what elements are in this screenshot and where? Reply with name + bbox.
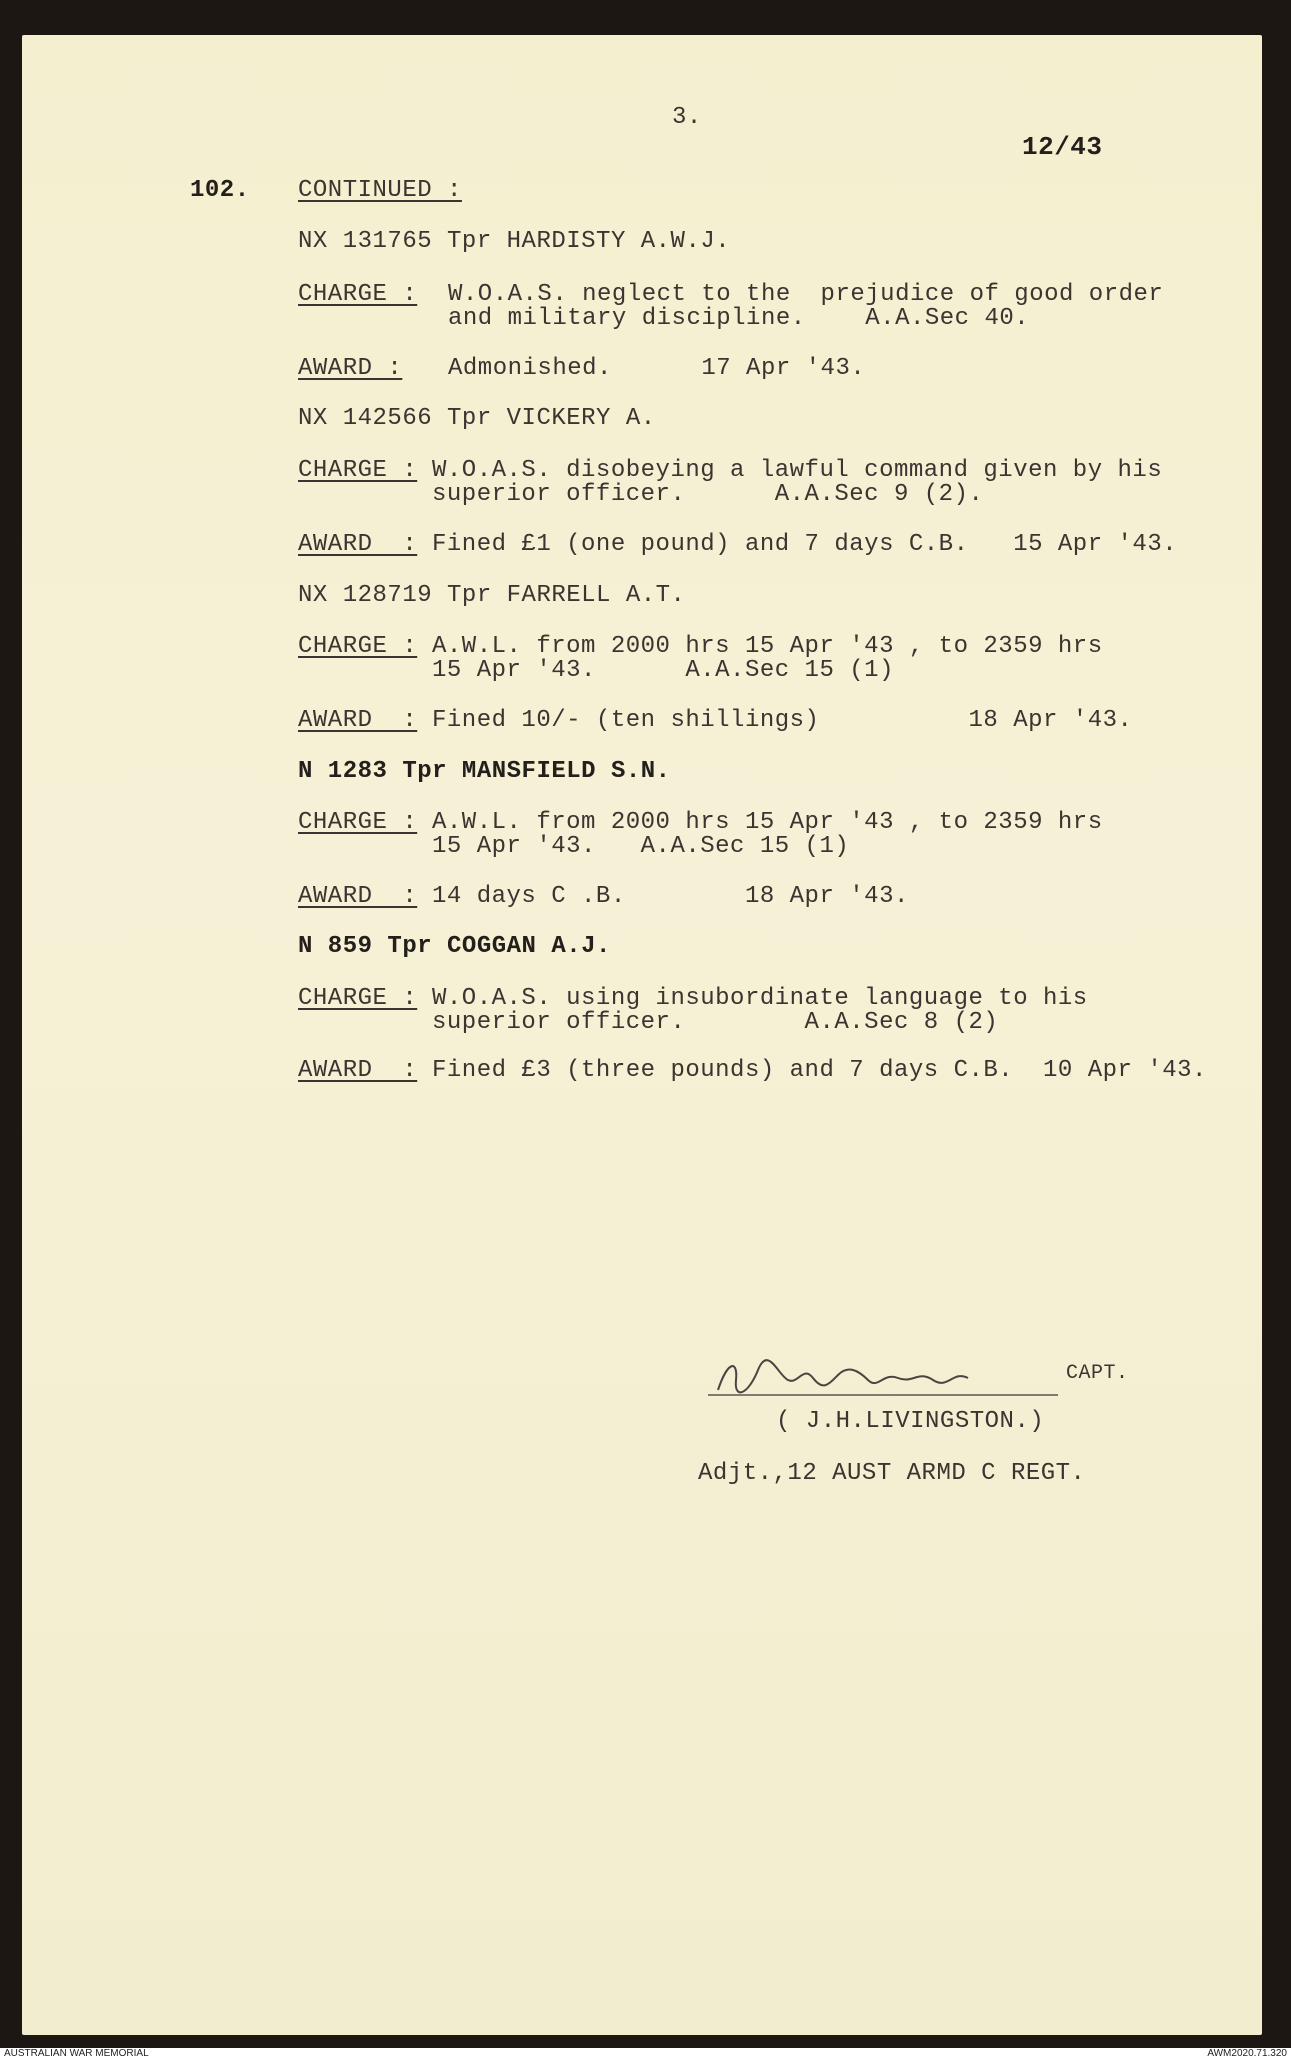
award-text: Fined £3 (three pounds) and 7 days C.B. 10 Apr '43.	[432, 1057, 1207, 1084]
soldier-line: NX 142566 Tpr VICKERY A.	[298, 405, 656, 432]
charge-label: CHARGE :	[298, 809, 418, 836]
continued-heading: CONTINUED :	[298, 177, 462, 204]
soldier-line: N 859 Tpr COGGAN A.J.	[298, 933, 611, 960]
award-label: AWARD :	[298, 1057, 418, 1084]
charge-text: and military discipline. A.A.Sec 40.	[448, 305, 1030, 332]
handwritten-signature	[708, 1350, 1058, 1400]
soldier-line: N 1283 Tpr MANSFIELD S.N.	[298, 758, 671, 785]
award-text: Admonished. 17 Apr '43.	[448, 355, 866, 382]
charge-text: 15 Apr '43. A.A.Sec 15 (1)	[432, 833, 850, 860]
charge-label: CHARGE :	[298, 985, 418, 1012]
footer-source: AUSTRALIAN WAR MEMORIAL	[4, 2048, 149, 2059]
item-number: 102.	[190, 177, 250, 204]
charge-label: CHARGE :	[298, 281, 418, 308]
soldier-line: NX 128719 Tpr FARRELL A.T.	[298, 582, 686, 609]
page-number: 3.	[672, 104, 702, 131]
signature-rank: CAPT.	[1066, 1362, 1129, 1385]
signatory-name: ( J.H.LIVINGSTON.)	[776, 1408, 1045, 1435]
charge-label: CHARGE :	[298, 457, 418, 484]
charge-text: W.O.A.S. disobeying a lawful command given by his	[432, 457, 1163, 484]
reference-number: 12/43	[1022, 132, 1103, 162]
charge-text: superior officer. A.A.Sec 9 (2).	[432, 481, 984, 508]
charge-text: superior officer. A.A.Sec 8 (2)	[432, 1009, 999, 1036]
award-text: 14 days C .B. 18 Apr '43.	[432, 883, 909, 910]
award-text: Fined 10/- (ten shillings) 18 Apr '43.	[432, 707, 1133, 734]
footer-accession: AWM2020.71.320	[1207, 2048, 1287, 2059]
charge-text: W.O.A.S. using insubordinate language to his	[432, 985, 1088, 1012]
award-label: AWARD :	[298, 707, 418, 734]
award-text: Fined £1 (one pound) and 7 days C.B. 15 Apr '43.	[432, 531, 1178, 558]
charge-text: A.W.L. from 2000 hrs 15 Apr '43 , to 2359 hrs	[432, 633, 1103, 660]
award-label: AWARD :	[298, 531, 418, 558]
archive-footer	[0, 2048, 1291, 2061]
soldier-line: NX 131765 Tpr HARDISTY A.W.J.	[298, 228, 731, 255]
charge-label: CHARGE :	[298, 633, 418, 660]
charge-text: 15 Apr '43. A.A.Sec 15 (1)	[432, 657, 894, 684]
award-label: AWARD :	[298, 883, 418, 910]
signatory-title: Adjt.,12 AUST ARMD C REGT.	[698, 1460, 1086, 1487]
charge-text: W.O.A.S. neglect to the prejudice of good order	[448, 281, 1164, 308]
charge-text: A.W.L. from 2000 hrs 15 Apr '43 , to 2359 hrs	[432, 809, 1103, 836]
award-label: AWARD :	[298, 355, 403, 382]
